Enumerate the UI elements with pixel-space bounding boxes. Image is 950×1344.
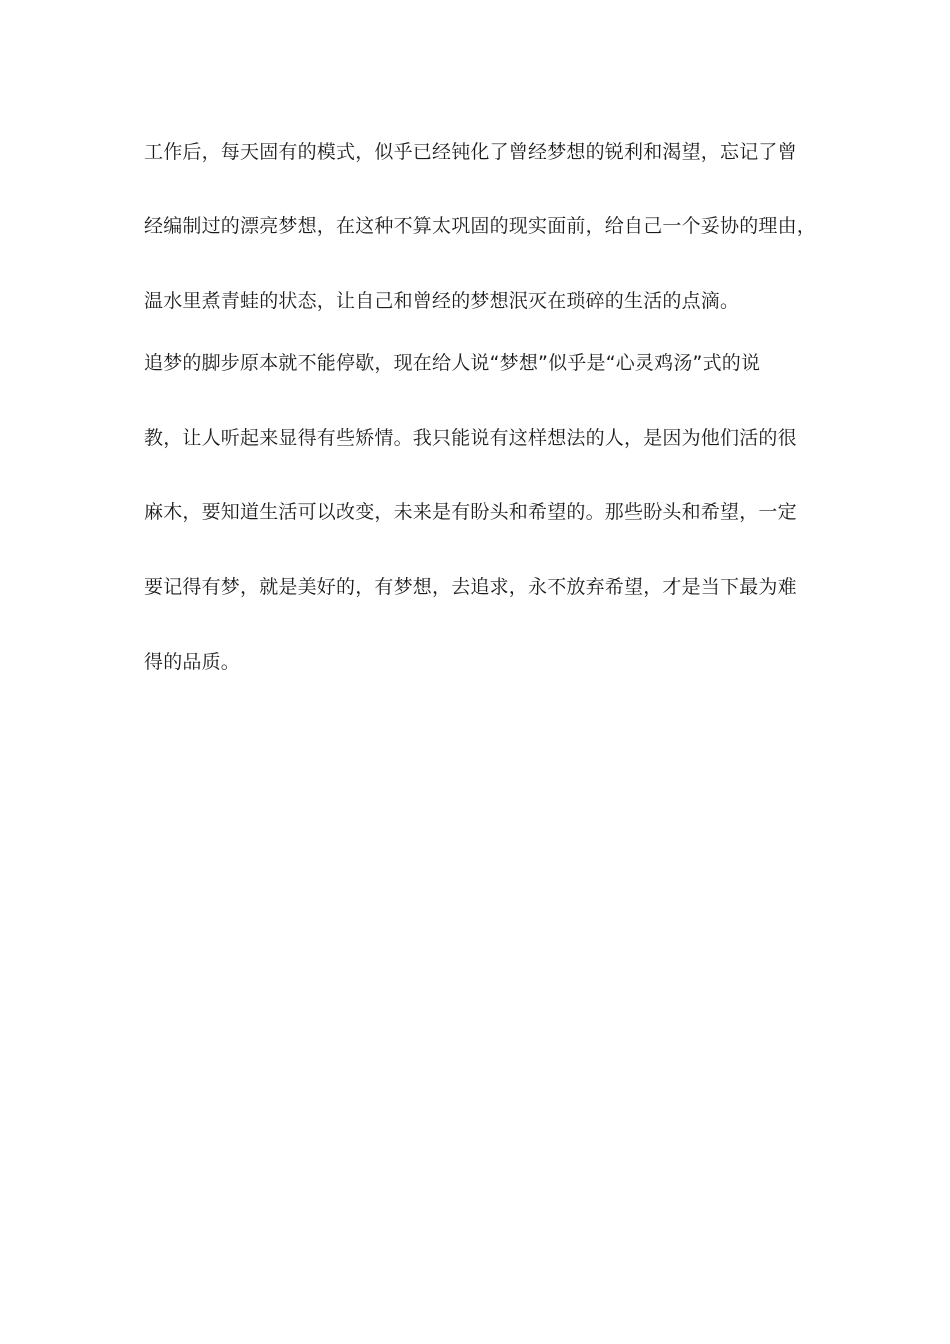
paragraph-2-line-4: 要记得有梦，就是美好的，有梦想，去追求，永不放弃希望，才是当下最为难: [144, 576, 797, 598]
paragraph-2-line-2: 教，让人听起来显得有些矫情。我只能说有这样想法的人，是因为他们活的很: [144, 427, 797, 449]
paragraph-2-line-5: 得的品质。: [144, 651, 241, 673]
paragraph-2-line-1: 追梦的脚步原本就不能停歇，现在给人说“梦想”似乎是“心灵鸡汤”式的说: [144, 352, 761, 374]
paragraph-1-line-3: 温水里煮青蛙的状态，让自己和曾经的梦想泯灭在琐碎的生活的点滴。: [144, 290, 740, 312]
paragraph-1-line-1: 工作后，每天固有的模式，似乎已经钝化了曾经梦想的锐利和渴望，忘记了曾: [144, 141, 797, 163]
paragraph-1-line-2: 经编制过的漂亮梦想，在这种不算太巩固的现实面前，给自己一个妥协的理由，: [144, 215, 817, 237]
paragraph-2-line-3: 麻木，要知道生活可以改变，未来是有盼头和希望的。那些盼头和希望，一定: [144, 501, 797, 523]
